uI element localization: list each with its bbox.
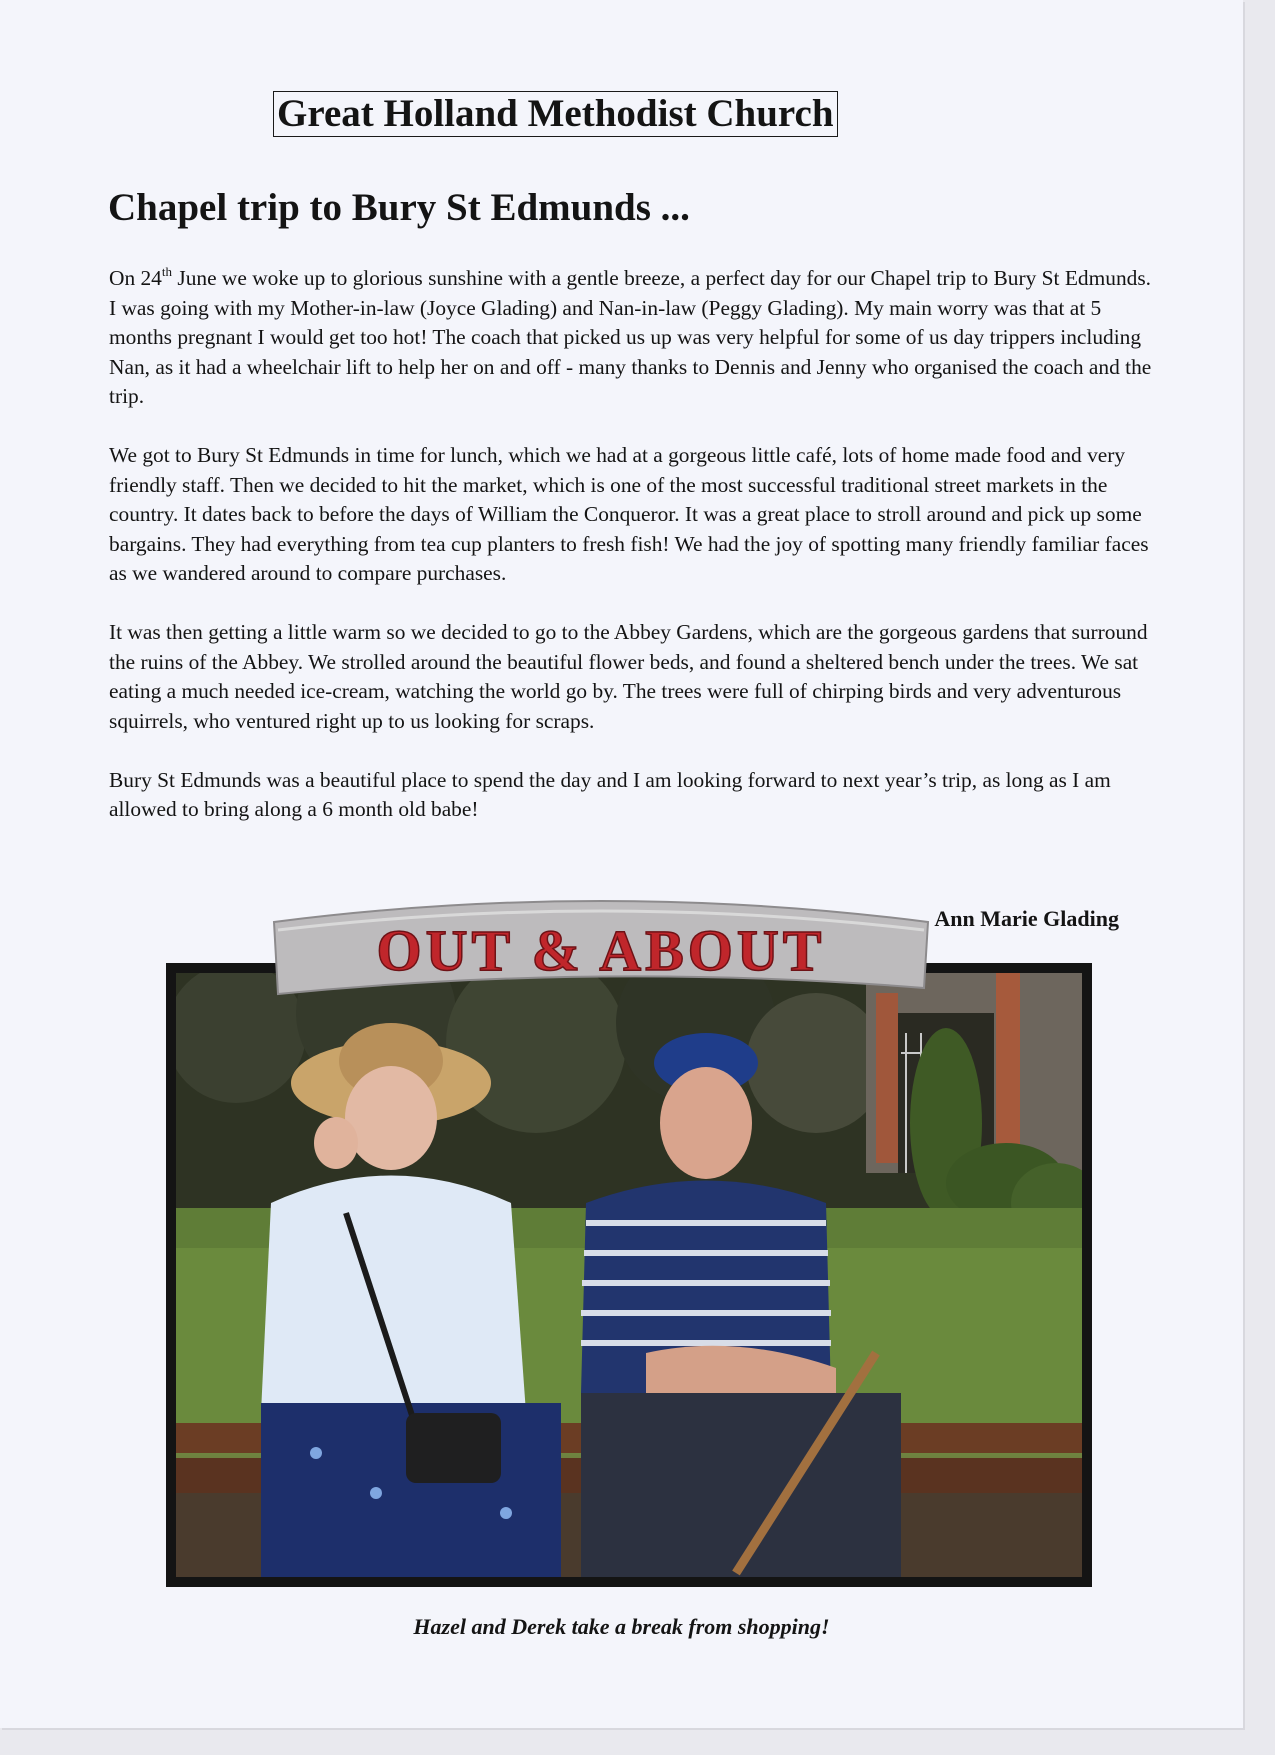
paragraph-4: Bury St Edmunds was a beautiful place to spend the day and I am looking forward to next year’s trip, as long as I am allowed to bring along a 6 month old babe! (109, 767, 1111, 821)
p1-rest: June we woke up to glorious sunshine with a gentle breeze, a perfect day for our Chapel trip to Bury St Edmunds. I was going with my Mother-in-law (Joyce Glading) and Nan-in-law (Peggy Glading). My main worry was that at 5 months pregnant I would get too hot! The coach that picked us up was very helpful for some of us day trippers including Nan, as it had a wheelchair lift to help her on and off - many thanks to Dennis and Jenny who organised the coach and the trip. (109, 266, 1152, 408)
photo-hazel-and-derek (176, 973, 1082, 1577)
paragraph-2: We got to Bury St Edmunds in time for lunch, which we had at a gorgeous little café, lots of home made food and very friendly staff. Then we decided to hit the market, which is one of the most successful traditional street markets in the country. It dates back to before the days of William the Conqueror. It was a great place to stroll around and pick up some bargains. They had everything from tea cup planters to fresh fish! We had the joy of spotting many friendly familiar faces as we wandered around to compare purchases. (109, 443, 1149, 585)
banner-text: OUT & ABOUT (376, 918, 826, 983)
out-and-about-banner (270, 890, 932, 1004)
byline: Ann Marie Glading (934, 906, 1119, 931)
article-body (109, 264, 1159, 854)
p1-start: On 24 (109, 266, 162, 290)
ordinal-suffix: th (161, 264, 173, 279)
masthead: Great Holland Methodist Church (273, 91, 838, 137)
photo-illustration (176, 973, 1082, 1577)
photo-caption: Hazel and Derek take a break from shopping! (413, 1614, 830, 1639)
photo-frame (166, 963, 1092, 1587)
paragraph-1 (109, 264, 1159, 412)
headline: Chapel trip to Bury St Edmunds ... (108, 186, 690, 229)
paragraph-3: It was then getting a little warm so we decided to go to the Abbey Gardens, which are the gorgeous gardens that surround the ruins of the Abbey. We strolled around the beautiful flower beds, and found a sheltered bench under the trees. We sat eating a much needed ice-cream, watching the world go by. The trees were full of chirping birds and very adventurous squirrels, who ventured right up to us looking for scraps. (109, 620, 1148, 733)
